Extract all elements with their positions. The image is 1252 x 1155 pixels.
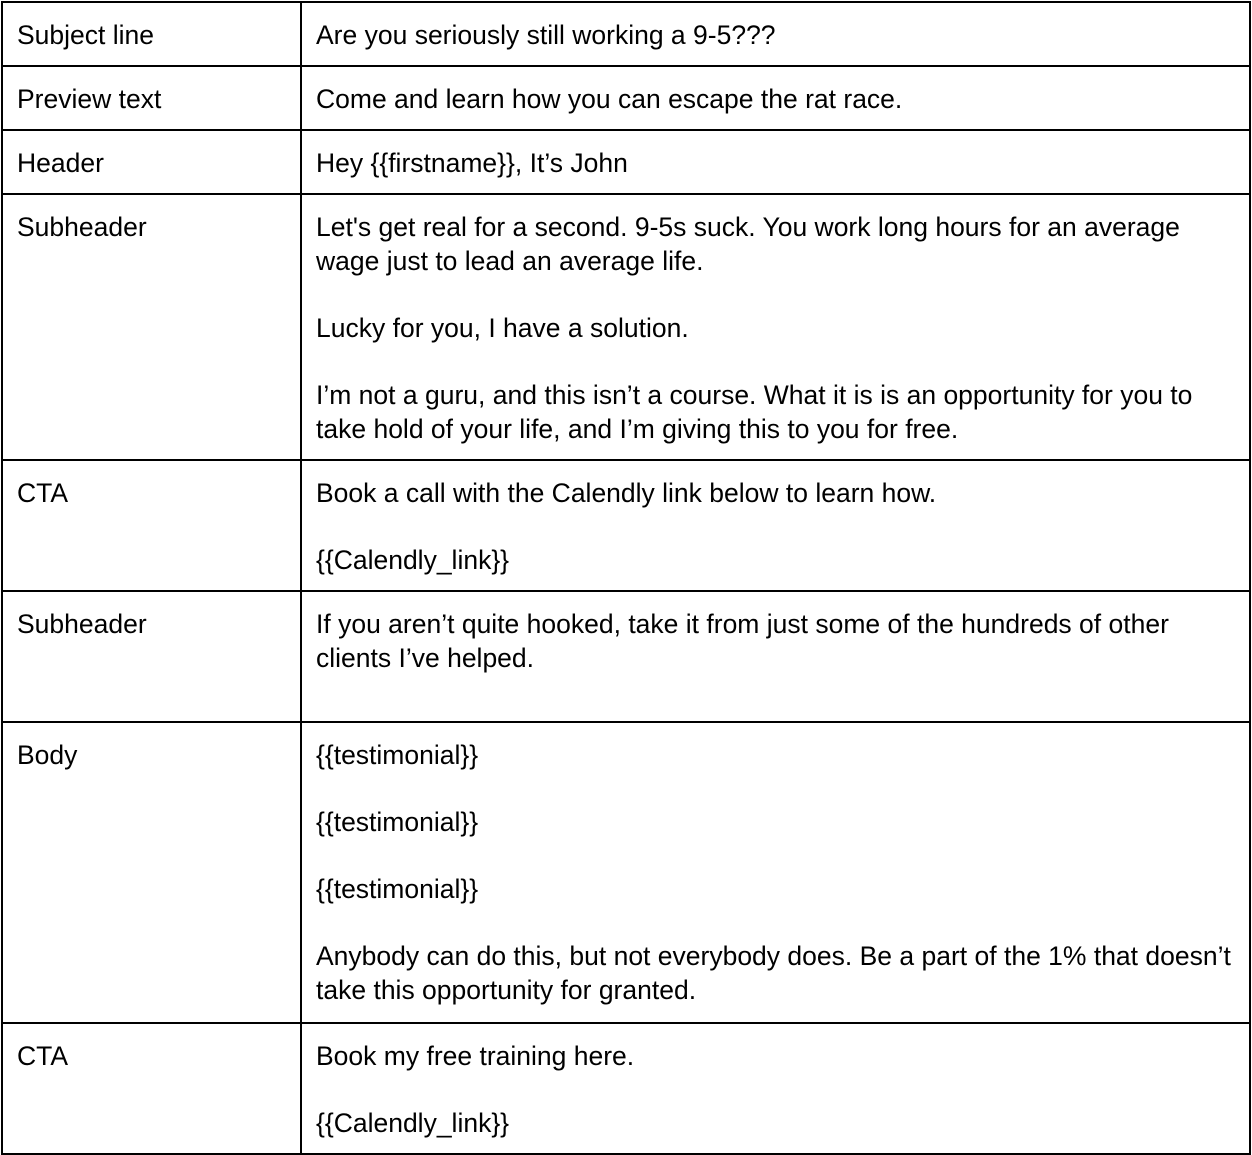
content-paragraph: {{testimonial}}: [316, 740, 479, 770]
content-paragraph: Let's get real for a second. 9-5s suck. You work long hours for an average wage just to lead an average life.: [316, 212, 1180, 276]
row-label-cell: [2, 130, 301, 194]
row-content-cell: [301, 130, 1250, 194]
table-row-subheader: [2, 194, 1250, 460]
row-label: CTA: [17, 1041, 69, 1071]
row-label: Subheader: [17, 212, 147, 242]
row-label-cell: [2, 194, 301, 460]
row-label: Subheader: [17, 609, 147, 639]
content-paragraph: Book my free training here.: [316, 1041, 635, 1071]
content-paragraph: {{testimonial}}: [316, 874, 479, 904]
table-row-cta: [2, 460, 1250, 591]
content-paragraph: Lucky for you, I have a solution.: [316, 313, 689, 343]
row-label: Header: [17, 148, 104, 178]
email-copy-table: [1, 1, 1251, 1155]
content-paragraph: Book a call with the Calendly link below to learn how.: [316, 478, 937, 508]
table-row-body: [2, 722, 1250, 1023]
content-paragraph: {{Calendly_link}}: [316, 545, 510, 575]
row-label-cell: [2, 722, 301, 1023]
table-row-preview-text: [2, 66, 1250, 130]
row-content-cell: [301, 591, 1250, 722]
row-content-cell: [301, 194, 1250, 460]
row-content-cell: [301, 66, 1250, 130]
content-paragraph: Anybody can do this, but not everybody does. Be a part of the 1% that doesn’t take this opportunity for granted.: [316, 941, 1231, 1005]
row-content-cell: [301, 2, 1250, 66]
table-row-cta: [2, 1023, 1250, 1154]
content-paragraph: {{testimonial}}: [316, 807, 479, 837]
table-row-header: [2, 130, 1250, 194]
content-paragraph: {{Calendly_link}}: [316, 1108, 510, 1138]
row-label-cell: [2, 1023, 301, 1154]
table-row-subheader: [2, 591, 1250, 722]
row-label: CTA: [17, 478, 69, 508]
row-label: Body: [17, 740, 78, 770]
content-paragraph: Come and learn how you can escape the rat race.: [316, 84, 903, 114]
content-paragraph: If you aren’t quite hooked, take it from just some of the hundreds of other clients I’ve helped.: [316, 609, 1169, 673]
row-label-cell: [2, 591, 301, 722]
content-paragraph: Are you seriously still working a 9-5???: [316, 20, 776, 50]
row-content-cell: [301, 460, 1250, 591]
row-label-cell: [2, 66, 301, 130]
row-label-cell: [2, 460, 301, 591]
row-label: Preview text: [17, 84, 162, 114]
content-paragraph: I’m not a guru, and this isn’t a course. What it is is an opportunity for you to take hold of your life, and I’m giving this to you for free.: [316, 380, 1193, 444]
row-content-cell: [301, 722, 1250, 1023]
row-label: Subject line: [17, 20, 155, 50]
content-paragraph: Hey {{firstname}}, It’s John: [316, 148, 628, 178]
row-content-cell: [301, 1023, 1250, 1154]
table-row-subject-line: [2, 2, 1250, 66]
row-label-cell: [2, 2, 301, 66]
